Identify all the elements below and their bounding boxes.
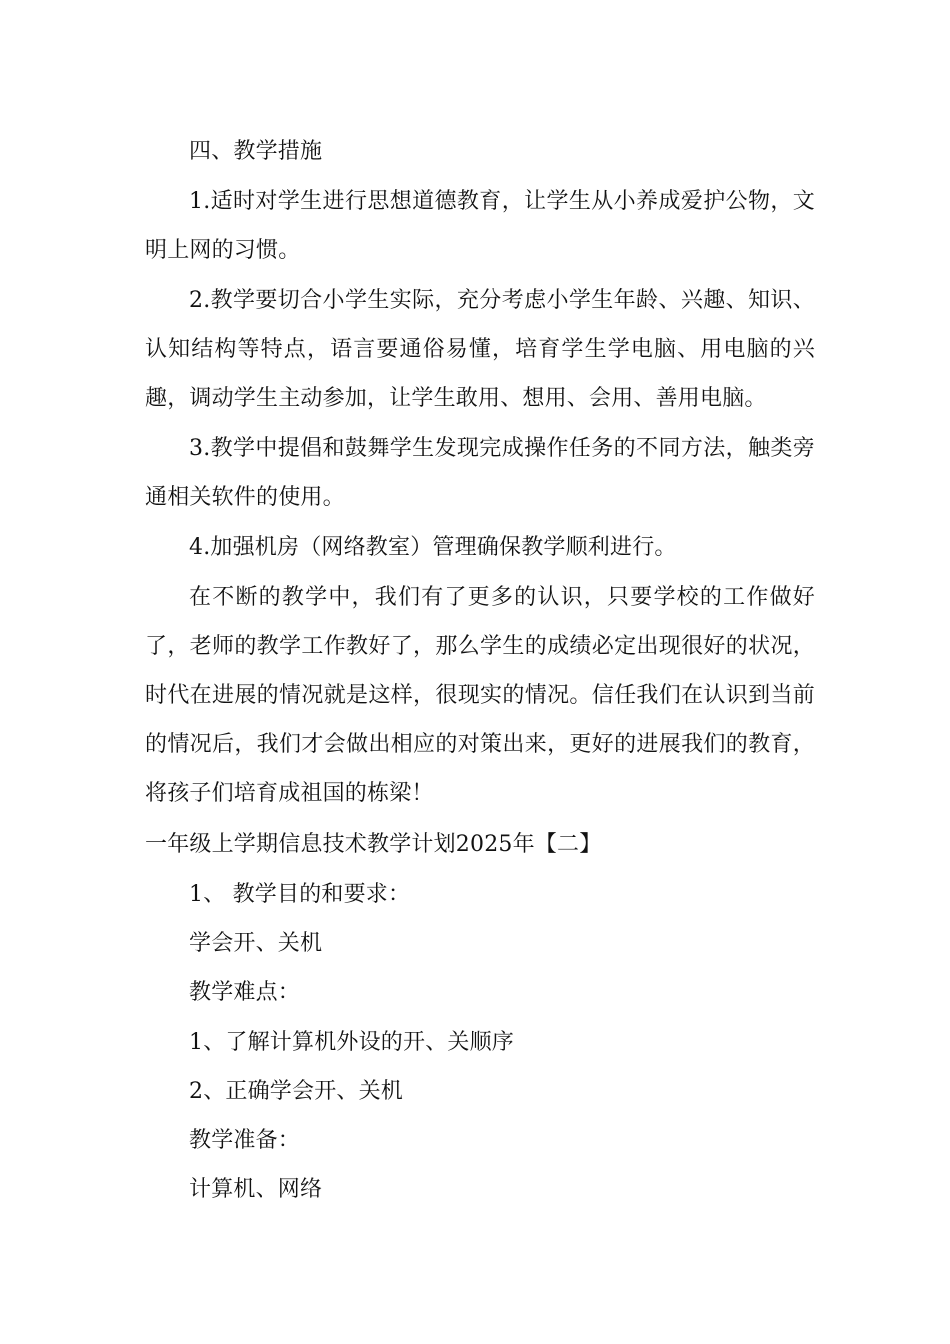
measure-item-4: 4.加强机房（网络教室）管理确保教学顺利进行。 — [189, 535, 677, 560]
section-heading-teaching-measures: 四、教学措施 — [189, 139, 323, 164]
preparation-item: 计算机、网络 — [189, 1177, 323, 1202]
teaching-goal-heading: 1、 教学目的和要求： — [189, 882, 411, 907]
difficulty-item-2: 2、正确学会开、关机 — [189, 1079, 403, 1104]
measure-item-1: 1.适时对学生进行思想道德教育，让学生从小养成爱护公物，文明上网的习惯。 — [145, 189, 815, 263]
teaching-goal-item: 学会开、关机 — [189, 931, 323, 956]
preparation-heading: 教学准备： — [189, 1128, 301, 1153]
plan-two-title: 一年级上学期信息技术教学计划2025年【二】 — [145, 832, 602, 857]
difficulty-heading: 教学难点： — [189, 980, 301, 1005]
closing-paragraph: 在不断的教学中，我们有了更多的认识，只要学校的工作做好了，老师的教学工作教好了，那么学生的成绩必定出现很好的状况，时代在进展的情况就是这样，很现实的情况。信任我们在认识到当前的情况后，我们才会做出相应的对策出来，更好的进展我们的教育，将孩子们培育成祖国的栋梁！ — [145, 585, 815, 806]
difficulty-item-1: 1、了解计算机外设的开、关顺序 — [189, 1030, 514, 1055]
measure-item-2: 2.教学要切合小学生实际，充分考虑小学生年龄、兴趣、知识、认知结构等特点，语言要通俗易懂，培育学生学电脑、用电脑的兴趣，调动学生主动参加，让学生敢用、想用、会用、善用电脑。 — [145, 288, 815, 411]
measure-item-3: 3.教学中提倡和鼓舞学生发现完成操作任务的不同方法，触类旁通相关软件的使用。 — [145, 436, 815, 510]
